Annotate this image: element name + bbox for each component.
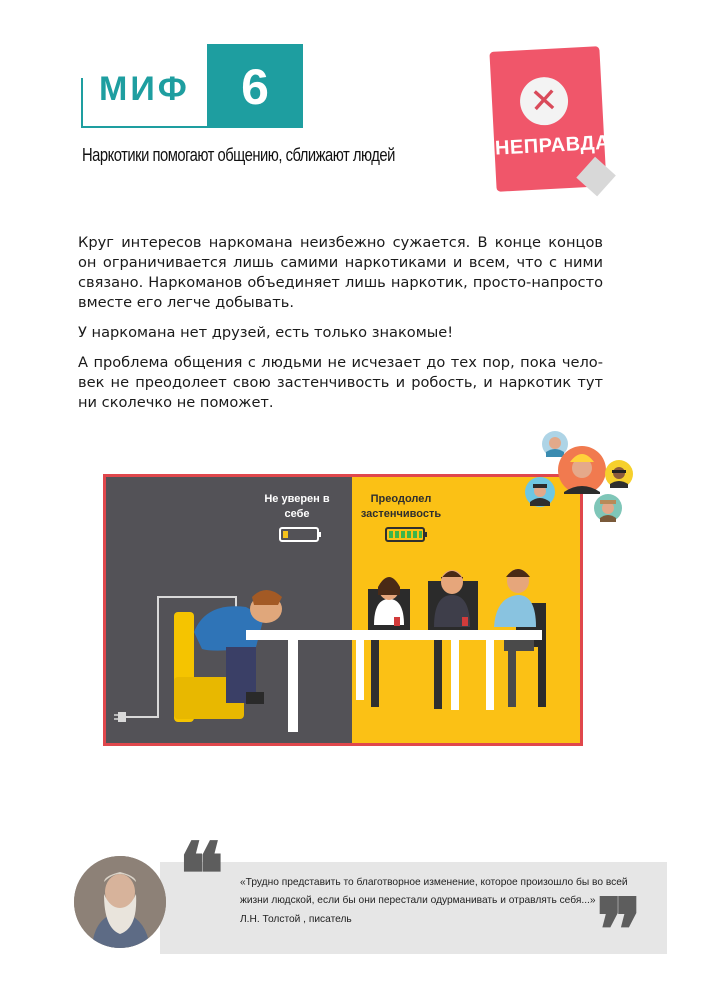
paragraph-1: Круг интересов наркомана неизбежно сужается. В конце концов он ограничивается лишь самими наркотиками и всем, что с ними связано. Наркоманов объединяет лишь наркотик, просто-напросто вместе его легче добывать. — [78, 234, 603, 311]
woman-figure — [368, 577, 410, 707]
author-portrait — [74, 856, 166, 948]
label-not-confident: Не уверен в себе — [264, 493, 330, 520]
paragraph-3: А проблема общения с людьми не исчезает до тех пор, пока чело-век не преодолеет свою застенчивость и робость, и наркотик тут ни сколечко не поможет. — [78, 354, 603, 411]
quote-text: «Трудно представить то благотворное изменение, которое произошло бы во всей жизни людской, если бы они перестали одурманивать и отравлять себя...» — [240, 877, 628, 906]
people-avatars — [522, 428, 642, 526]
myth-number-box — [207, 44, 303, 128]
myth-header — [81, 44, 303, 130]
stamp-card — [489, 46, 611, 192]
illustration-scene — [106, 477, 580, 743]
close-quote-icon: ❞ — [596, 880, 643, 981]
tolstoy-portrait-image — [74, 856, 166, 948]
myth-word: МИФ — [99, 70, 190, 108]
full-battery-icon — [386, 528, 427, 541]
avatar-cluster — [522, 428, 642, 526]
paragraph-2: У наркомана нет друзей, есть только знакомые! — [78, 324, 454, 341]
stamp-circle — [519, 76, 569, 126]
stamp-label: НЕПРАВДА — [494, 131, 611, 160]
cross-icon: ✕ — [528, 81, 560, 121]
open-quote-icon: ❝ — [178, 824, 225, 925]
body-text — [78, 233, 603, 423]
label-overcame-shyness: Преодолел застенчивость — [360, 493, 442, 520]
myth-number: 6 — [241, 59, 269, 115]
illustration — [103, 474, 583, 746]
quote-author: Л.Н. Толстой , писатель — [240, 914, 352, 925]
myth-statement: Наркотики помогают общению, сближают людей — [82, 145, 395, 165]
low-battery-icon — [280, 528, 321, 541]
false-stamp — [487, 45, 612, 195]
